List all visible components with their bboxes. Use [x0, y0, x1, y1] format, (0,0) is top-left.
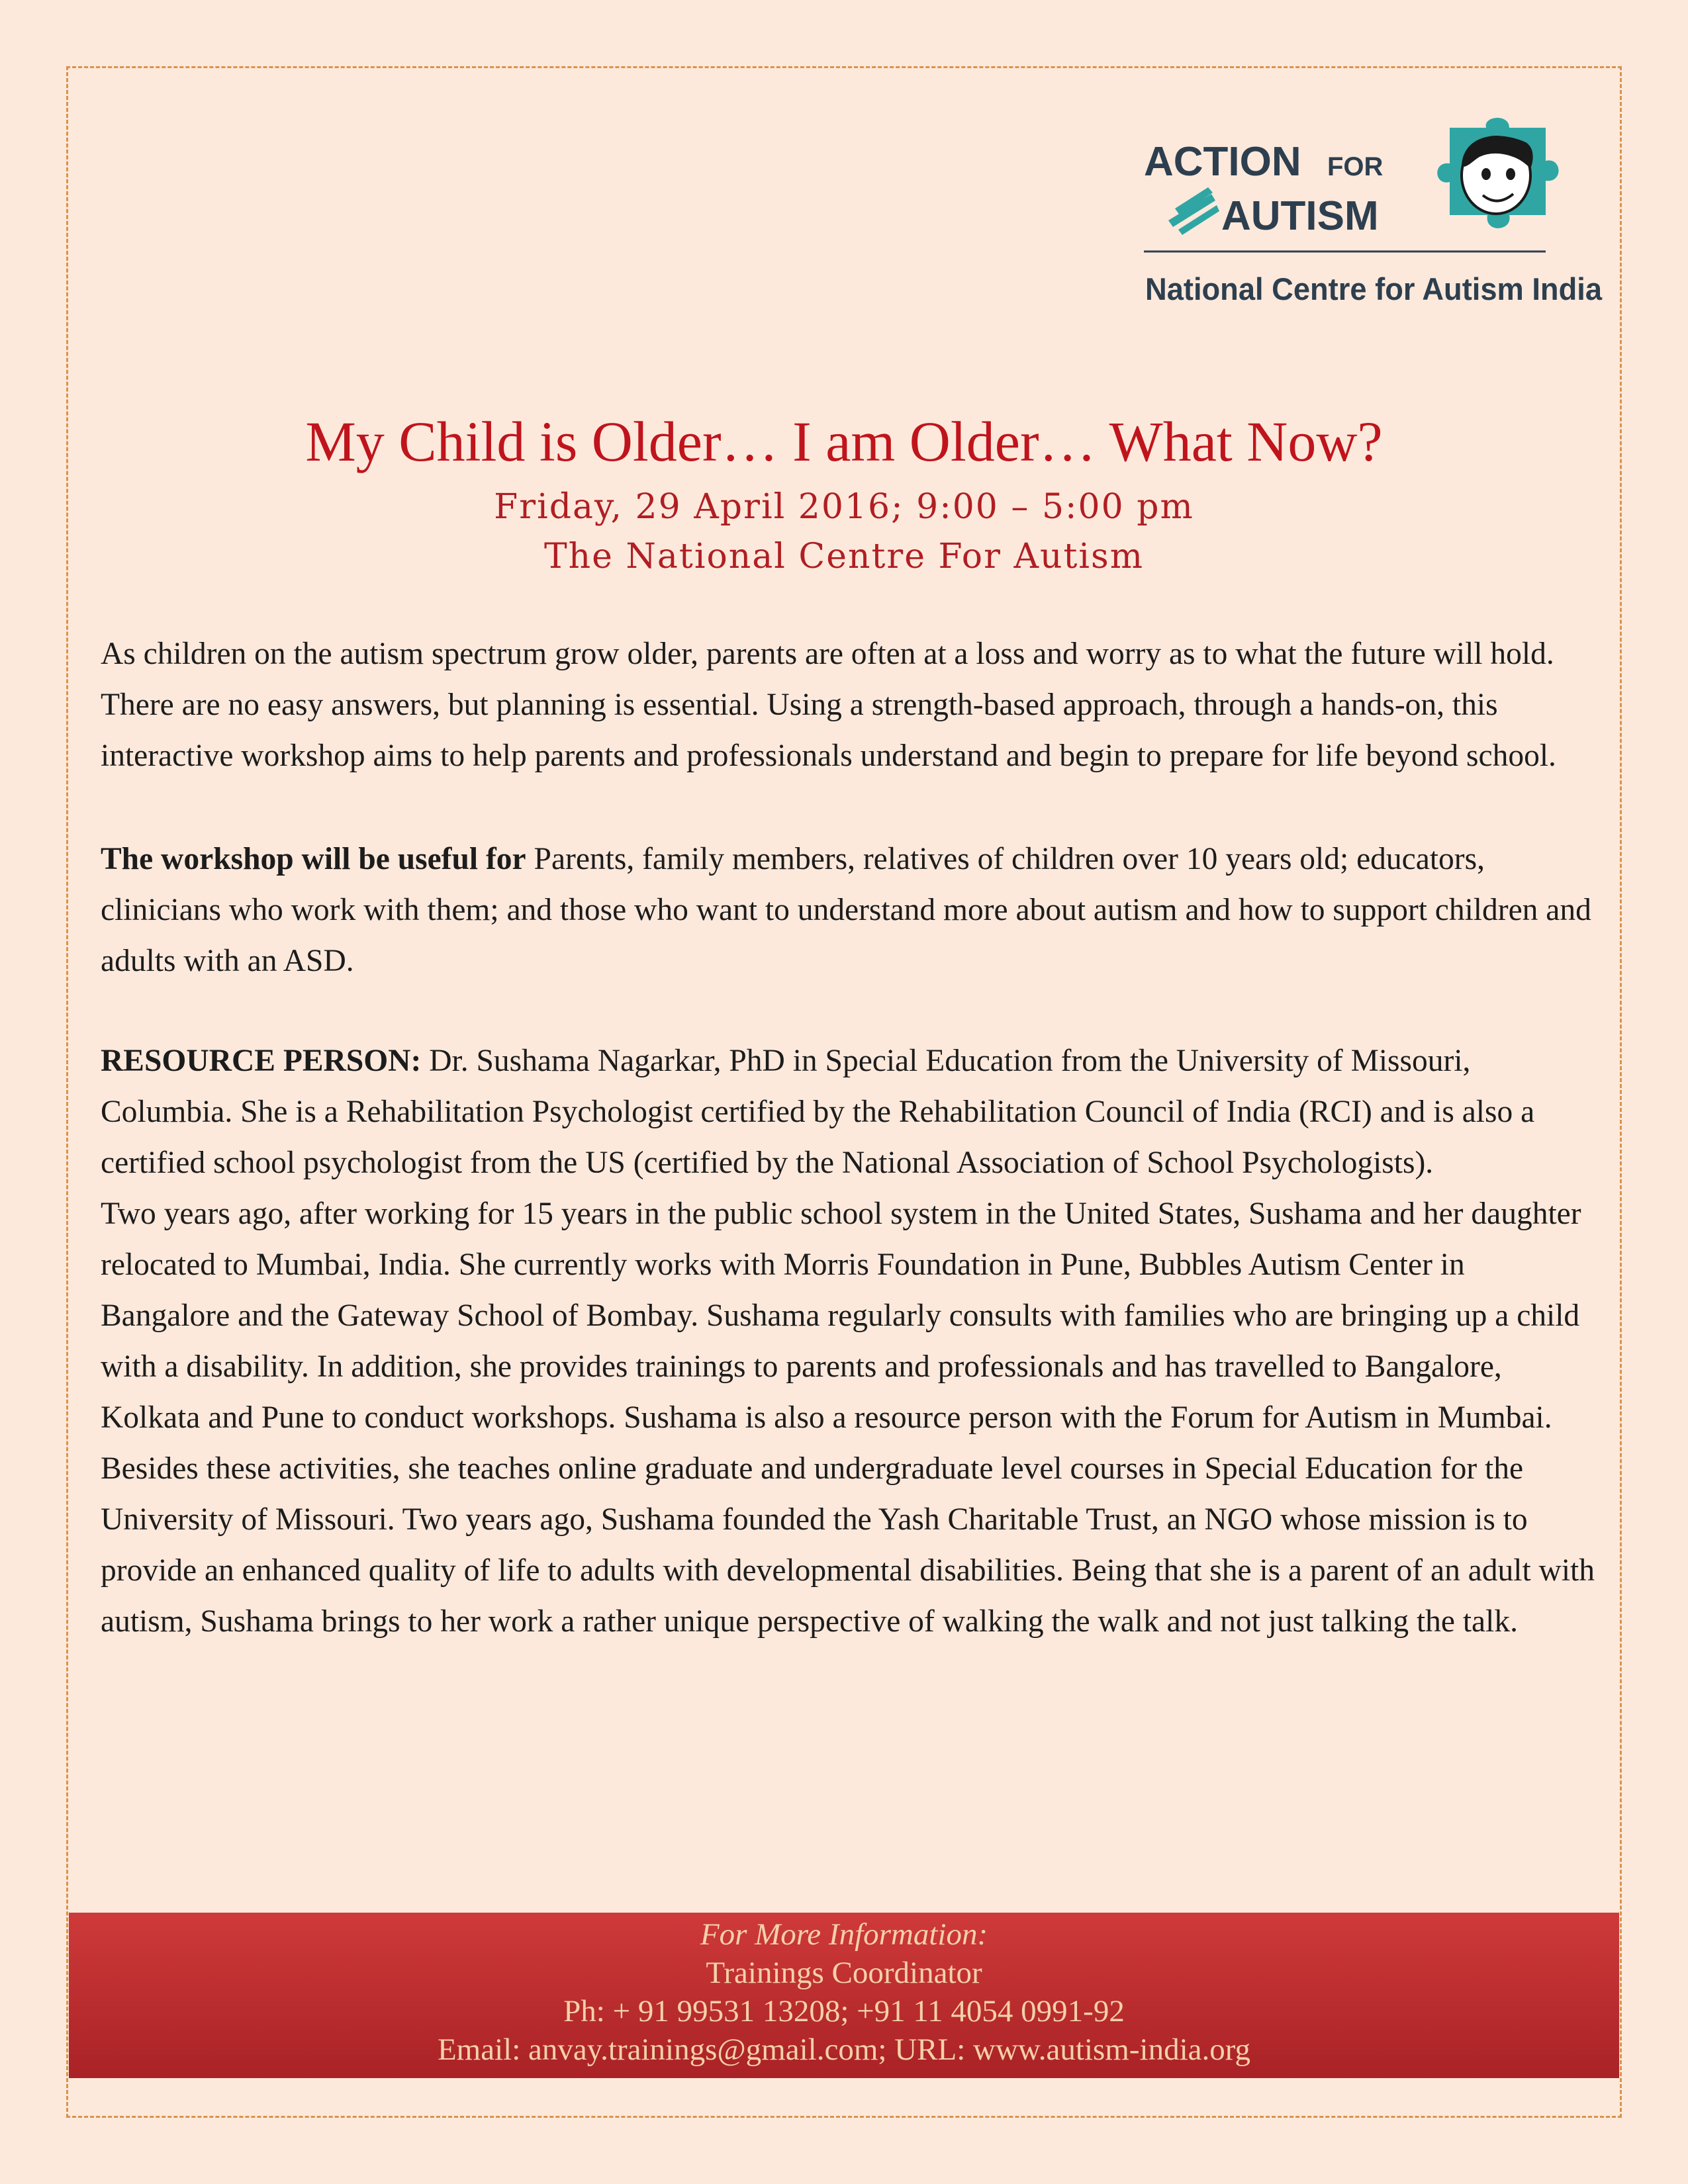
action-for-autism-logo: [1139, 109, 1615, 347]
contact-footer: [69, 1913, 1619, 2078]
footer-email-url: Email: anvay.trainings@gmail.com; URL: www.autism-india.org: [437, 2032, 1251, 2067]
resource-paragraph-2: Two years ago, after working for 15 years in the public school system in the United States, Sushama and her daughter relocated to Mumbai, India. She currently works with Morris Foundation in Pune, Bubbles Autism Center in Bangalore and the Gateway School of Bombay. Sushama regularly consults with families who are bringing up a child with a disability. In addition, she provides trainings to parents and professionals and has travelled to Bangalore, Kolkata and Pune to conduct workshops. Sushama is also a resource person with the Forum for Autism in Mumbai.: [101, 1197, 1581, 1435]
footer-heading: For More Information:: [700, 1917, 988, 1952]
audience-text: Parents, family members, relatives of children over 10 years old; educators, clinicians who work with them; and those who want to understand more about autism and how to support children and adults with an ASD.: [101, 842, 1591, 978]
streak-icon: [1168, 187, 1219, 235]
resource-label: RESOURCE PERSON:: [101, 1044, 422, 1078]
footer-phone: Ph: + 91 99531 13208; +91 11 4054 0991-92: [563, 1994, 1125, 2028]
resource-section: [101, 1036, 1597, 1647]
logo-subtitle: National Centre for Autism India: [1145, 271, 1603, 306]
resource-paragraph: [101, 1036, 1597, 1189]
event-venue: The National Centre For Autism: [543, 537, 1145, 576]
footer-contact: Trainings Coordinator: [706, 1956, 982, 1990]
logo-for-text: FOR: [1327, 152, 1383, 181]
audience-paragraph: [101, 834, 1597, 987]
resource-text: Dr. Sushama Nagarkar, PhD in Special Education from the University of Missouri, Columbia. She is a Rehabilitation Psychologist certified by the Rehabilitation Council of India (RCI) and is also a certified school psychologist from the US (certified by the National Association of School Psychologists).: [101, 1044, 1535, 1180]
child-face-icon: [1462, 136, 1533, 214]
event-title: My Child is Older… I am Older… What Now?: [305, 410, 1383, 473]
resource-paragraph-3: Besides these activities, she teaches online graduate and undergraduate level courses in Special Education for the University of Missouri. Two years ago, Sushama founded the Yash Charitable Trust, an NGO whose mission is to provide an enhanced quality of life to adults with developmental disabilities. Being that she is a parent of an adult with autism, Sushama brings to her work a rather unique perspective of walking the walk and not just talking the talk.: [101, 1451, 1595, 1639]
audience-label: The workshop will be useful for: [101, 842, 526, 876]
logo-action-text: ACTION: [1144, 139, 1301, 185]
logo-graphic: [1139, 109, 1615, 347]
logo-autism-text: AUTISM: [1221, 193, 1379, 239]
event-date: Friday, 29 April 2016; 9:00 – 5:00 pm: [494, 487, 1194, 527]
intro-paragraph: As children on the autism spectrum grow older, parents are often at a loss and worry as to what the future will hold. There are no easy answers, but planning is essential. Using a strength-based approach, through a hands-on, this interactive workshop aims to help parents and professionals understand and begin to prepare for life beyond school.: [101, 637, 1556, 773]
